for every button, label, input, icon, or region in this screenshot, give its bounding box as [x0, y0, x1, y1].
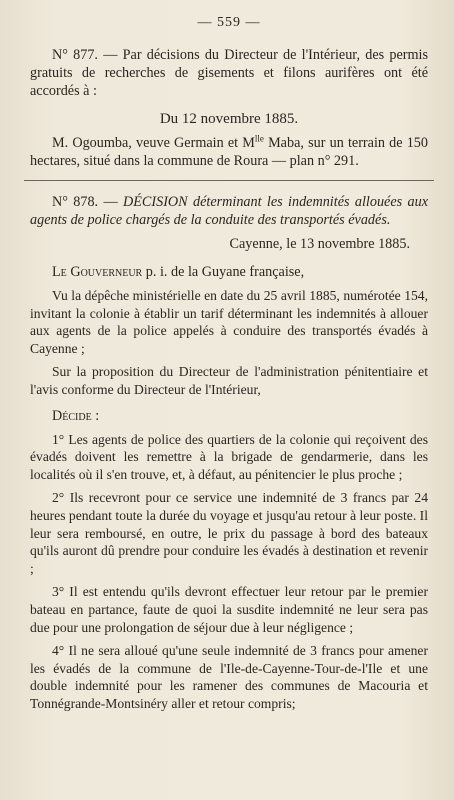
place-date: Cayenne, le 13 novembre 1885.: [229, 236, 410, 252]
grant-prefix: M. Ogoumba, veuve Germain et M: [52, 135, 255, 151]
article-3: 3° Il est entendu qu'ils devront effectuer leur retour par le premier bateau en partance, faute de quoi la susdite indemnité ne leur sera pas due pour une prolongation de séjour due à leur négligence ;: [30, 584, 428, 635]
governor-title: Le Gouverneur: [52, 264, 143, 280]
grant-suffix: Maba, sur un terrain de 150 hectares, situé dans la commune de Roura — plan n° 291.: [30, 135, 428, 169]
decision-877-date: Du 12 novembre 1885.: [159, 111, 299, 127]
section-divider: [24, 180, 434, 181]
decision-877-grant: [30, 134, 428, 170]
page-number: — 559 —: [197, 15, 261, 30]
grant-superscript: lle: [254, 133, 264, 144]
article-1: 1° Les agents de police des quartiers de la colonie qui reçoivent des évadés doivent les remettre à la brigade de gendarmerie, dans les localités où il s'en trouve, et, à défaut, au pénitencier le plus proche ;: [30, 431, 428, 482]
article-2: 2° Ils recevront pour ce service une indemnité de 3 francs par 24 heures pendant toute la durée du voyage et jusqu'au retour à leur poste. Il leur sera remboursé, en outre, le prix du passage à bord des bateaux qu'ils auront dû prendre pour conduire les évadés à destination et revenir ;: [30, 490, 428, 576]
decision-878-title: DÉCISION déterminant les indemnités allouées aux agents de police chargés de la conduite des transportés évadés.: [30, 194, 428, 228]
decision-877-intro: N° 877. — Par décisions du Directeur de l'Intérieur, des permis gratuits de recherches de gisements et filons aurifères ont été accordés à :: [30, 47, 428, 99]
governor-line: [30, 263, 428, 281]
decision-878-heading: [30, 193, 428, 229]
considerant-1: Vu la dépêche ministérielle en date du 25 avril 1885, numérotée 154, invitant la colonie à établir un tarif déterminant les indemnités à allouer aux agents de la police appelés à conduire des transportés évadés à Cayenne ;: [30, 288, 428, 356]
article-4: 4° Il ne sera alloué qu'une seule indemnité de 3 francs pour amener les évadés de la commune de l'Ile-de-Cayenne-Tour-de-l'Ile et une double indemnité pour les ramener des communes de Macouria et Tonnégrande-Montsinéry aller et retour compris;: [30, 643, 428, 711]
decide-heading: Décide :: [52, 407, 100, 424]
governor-rest: p. i. de la Guyane française,: [142, 264, 305, 280]
considerant-2: Sur la proposition du Directeur de l'administration pénitentiaire et l'avis conforme du Directeur de l'Intérieur,: [30, 364, 428, 397]
decision-878-number: N° 878. —: [52, 194, 124, 210]
